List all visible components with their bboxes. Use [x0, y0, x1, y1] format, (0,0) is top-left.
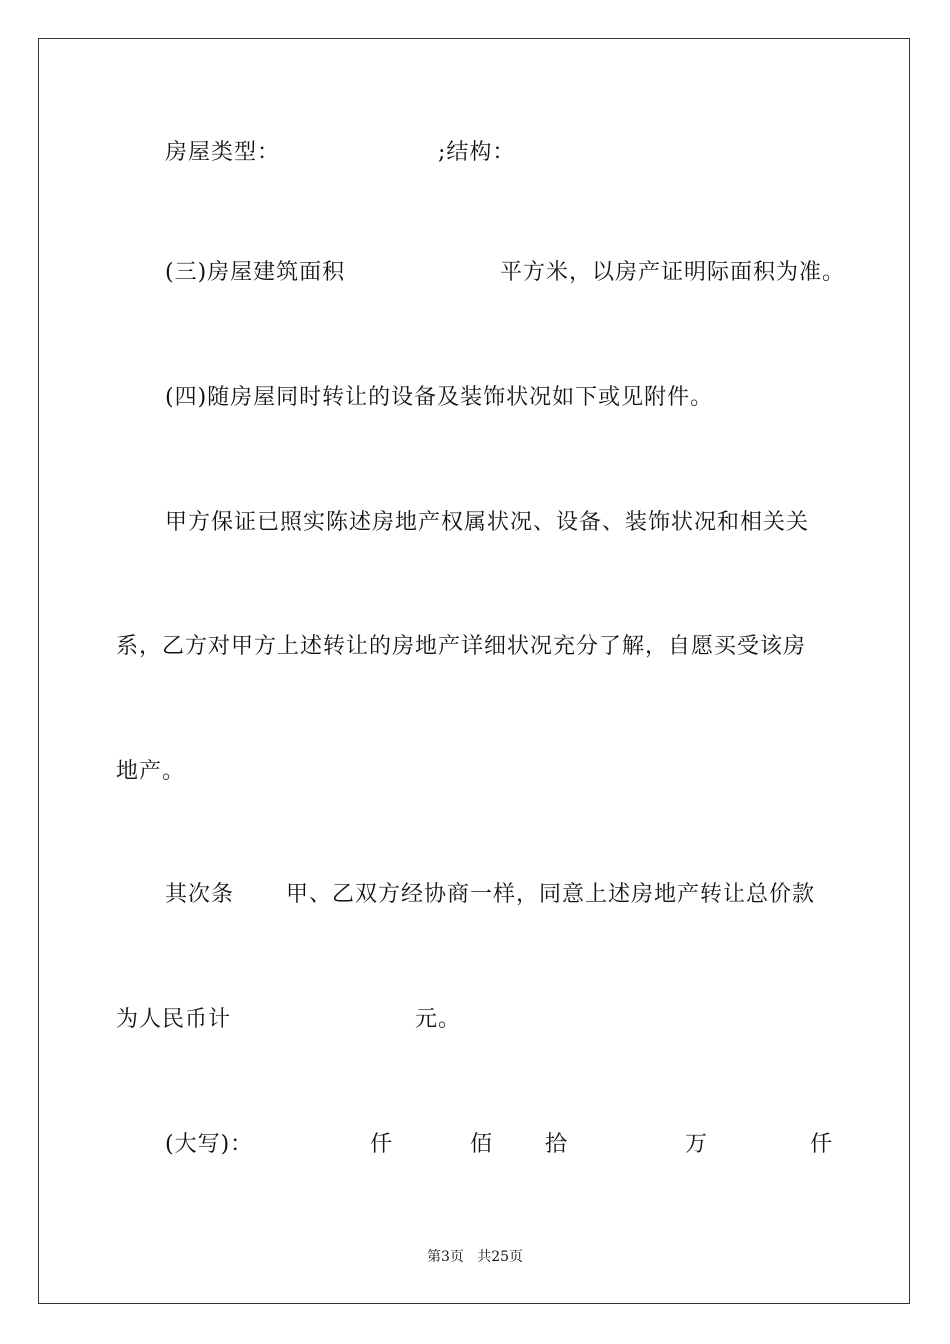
house-type-label: 房屋类型： — [165, 140, 281, 165]
capital-label: (大写)： — [165, 1132, 254, 1157]
price-unit: 元。 — [415, 1007, 462, 1032]
footer-page-suffix: 页 — [449, 1249, 464, 1265]
guarantee-line-2 — [116, 632, 806, 662]
price-line-1 — [0, 880, 950, 910]
unit-bai: 佰 — [470, 1132, 494, 1157]
article-label: 其次条 — [165, 882, 235, 907]
footer-total-prefix: 共 — [477, 1249, 492, 1265]
page-footer — [0, 1247, 950, 1267]
capital-amount-line — [0, 1130, 950, 1160]
structure-label: ;结构： — [438, 140, 516, 165]
guarantee-line-1 — [165, 508, 809, 538]
equipment-text: (四)随房屋同时转让的设备及装饰状况如下或见附件。 — [165, 385, 714, 410]
building-area-line — [0, 258, 950, 288]
unit-qian-1: 仟 — [370, 1132, 394, 1157]
guarantee-text-3: 地产。 — [116, 759, 186, 784]
page-border — [38, 38, 910, 1304]
footer-page-prefix: 第 — [426, 1249, 441, 1265]
building-area-label: (三)房屋建筑面积 — [165, 260, 346, 285]
unit-wan: 万 — [685, 1132, 709, 1157]
price-line-2 — [0, 1005, 950, 1035]
building-area-suffix: 平方米，以房产证明际面积为准。 — [500, 260, 846, 285]
footer-page-number: 3 — [440, 1249, 450, 1265]
guarantee-text-1: 甲方保证已照实陈述房地产权属状况、设备、装饰状况和相关关 — [165, 510, 810, 535]
house-type-line — [0, 138, 950, 168]
unit-qian-2: 仟 — [810, 1132, 834, 1157]
guarantee-line-3 — [116, 757, 185, 787]
unit-shi: 拾 — [545, 1132, 569, 1157]
guarantee-text-2: 系，乙方对甲方上述转让的房地产详细状况充分了解，自愿买受该房 — [116, 634, 807, 659]
equipment-line — [165, 383, 713, 413]
price-text-2: 为人民币计 — [116, 1007, 232, 1032]
footer-total-suffix: 页 — [509, 1249, 524, 1265]
footer-total-pages: 25 — [491, 1249, 510, 1265]
price-text-1: 甲、乙双方经协商一样，同意上述房地产转让总价款 — [286, 882, 816, 907]
